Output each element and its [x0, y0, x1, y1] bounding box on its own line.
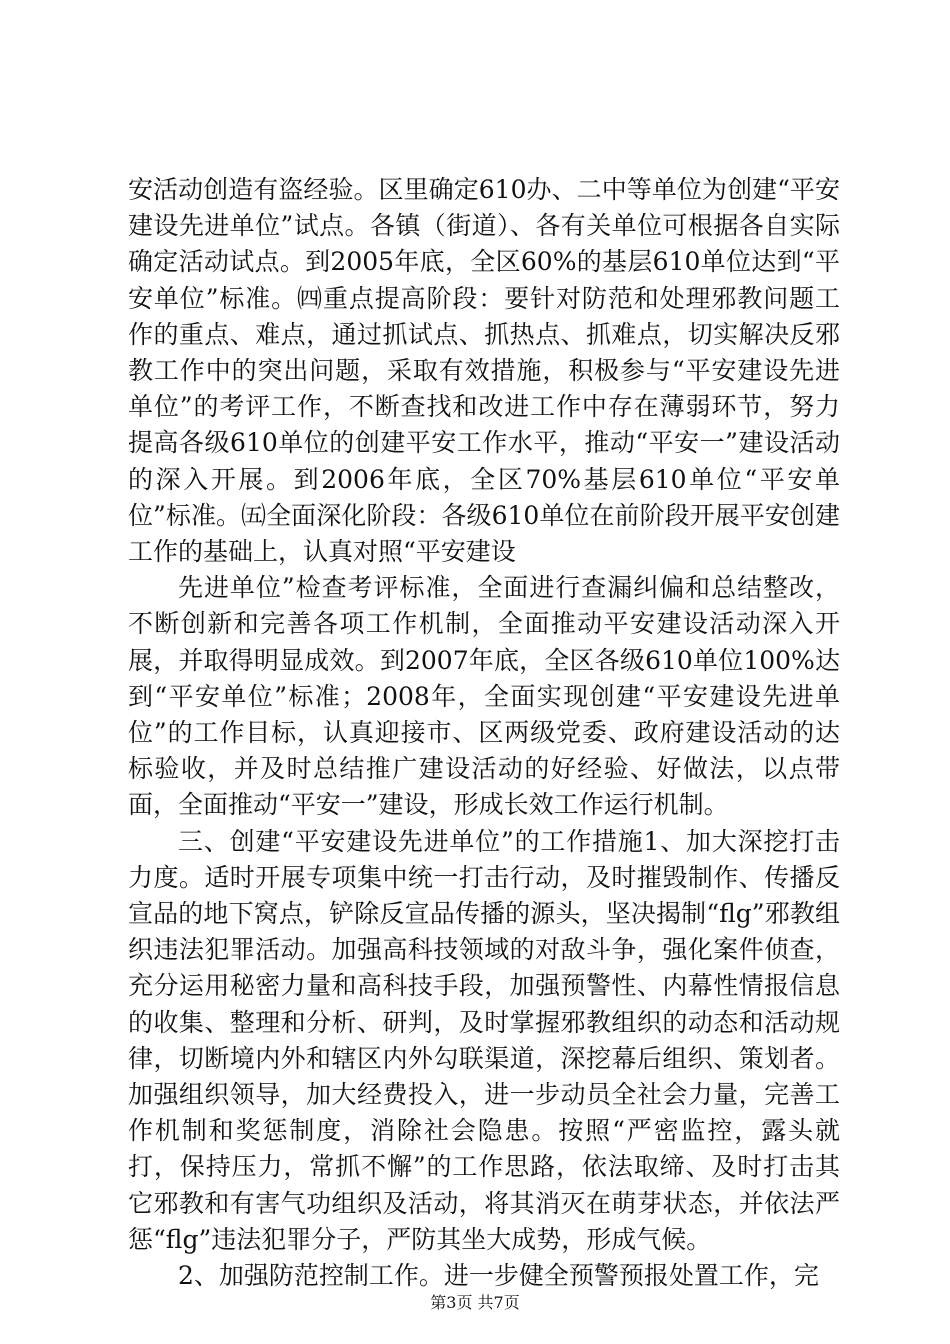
paragraph-4: 2、加强防范控制工作。进一步健全预警预报处置工作，完 — [178, 1261, 819, 1291]
paragraph-3: 三、创建“平安建设先进单位”的工作措施1、加大深挖打击力度。适时开展专项集中统一打击行动，及时摧毁制作、传播反宣品的地下窝点，铲除反宣品传播的源头，坚决揭制“flg”邪教组织违法犯罪活动。加强高科技领域的对敌斗争，强化案件侦查，充分运用秘密力量和高科技手段，加强预警性、内幕性情报信息的收集、整理和分析、研判，及时掌握邪教组织的动态和活动规律，切断境内外和辖区内外勾联渠道，深挖幕后组织、策划者。加强组织领导，加大经费投入，进一步动员全社会力量，完善工作机制和奖惩制度，消除社会隐患。按照“严密监控，露头就打，保持压力，常抓不懈”的工作思路，依法取缔、及时打击其它邪教和有害气功组织及活动，将其消灭在萌芽状态，并依法严惩“flg”违法犯罪分子，严防其坐大成势，形成气候。 — [128, 826, 840, 1254]
paragraph-1: 安活动创造有盗经验。区里确定610办、二中等单位为创建“平安建设先进单位”试点。各镇（街道）、各有关单位可根据各自实际确定活动试点。到2005年底，全区60%的基层610单位达到“平安单位”标准。㈣重点提高阶段：要针对防范和处理邪教问题工作的重点、难点，通过抓试点、抓热点、抓难点，切实解决反邪教工作中的突出问题，采取有效措施，积极参与“平安建设先进单位”的考评工作，不断查找和改进工作中存在薄弱环节，努力提高各级610单位的创建平安工作水平，推动“平安一”建设活动的深入开展。到2006年底，全区70%基层610单位“平安单位”标准。㈤全面深化阶段：各级610单位在前阶段开展平安创建工作的基础上，认真对照“平安建设 — [128, 175, 840, 567]
paragraph-2: 先进单位”检查考评标准，全面进行查漏纠偏和总结整改，不断创新和完善各项工作机制，全面推动平安建设活动深入开展，并取得明显成效。到2007年底，全区各级610单位100%达到“平安单位”标准；2008年，全面实现创建“平安建设先进单位”的工作目标，认真迎接市、区两级党委、政府建设活动的达标验收，并及时总结推广建设活动的好经验、好做法，以点带面，全面推动“平安一”建设，形成长效工作运行机制。 — [128, 573, 840, 820]
document-body — [128, 172, 840, 1294]
page-footer: 第3页 共7页 — [430, 1293, 520, 1312]
